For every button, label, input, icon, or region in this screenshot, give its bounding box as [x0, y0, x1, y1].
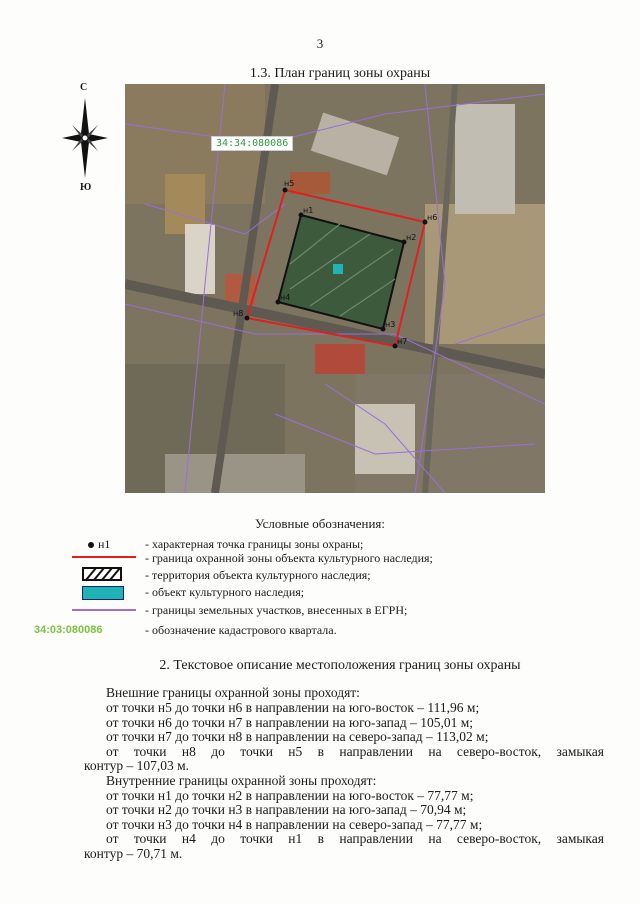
point-label-n1: н1	[303, 206, 314, 215]
point-label-n6: н6	[427, 213, 438, 222]
legend-item-territory: - территория объекта культурного наследия;	[145, 568, 371, 582]
page-number: 3	[316, 36, 324, 51]
outer-line-1: от точки н5 до точки н6 в направлении на юго-восток – 111,96 м;	[106, 700, 480, 715]
inner-heading: Внутренние границы охранной зоны проходят:	[106, 773, 377, 788]
point-label-n7: н7	[397, 337, 408, 346]
outer-line-3: от точки н7 до точки н8 в направлении на северо-запад – 113,02 м;	[106, 729, 489, 744]
point-label-n3: н3	[385, 320, 396, 329]
legend-item-object: - объект культурного наследия;	[145, 585, 305, 599]
legend-object-symbol	[70, 584, 140, 600]
inner-line-4-end: контур – 70,71 м.	[84, 846, 183, 861]
map-title: 1.3. План границ зоны охраны	[249, 66, 431, 81]
inner-line-1: от точки н1 до точки н2 в направлении на юго-восток – 77,77 м;	[106, 788, 474, 803]
site-plan-map	[125, 84, 545, 493]
compass-star-icon	[62, 98, 108, 178]
heritage-object-marker	[333, 264, 343, 274]
legend-parcel-line-symbol	[70, 603, 140, 619]
legend-zone-line-symbol	[70, 550, 140, 566]
outer-line-4: от точки н8 до точки н5 в направлении на северо-восток, замыкая	[106, 744, 604, 759]
point-dot-icon	[88, 542, 94, 548]
point-label-n5: н5	[284, 179, 295, 188]
inner-line-4: от точки н4 до точки н1 в направлении на северо-восток, замыкая	[106, 831, 604, 846]
point-label-n8: н8	[233, 309, 244, 318]
legend-item-zone: - граница охранной зоны объекта культурного наследия;	[145, 551, 433, 565]
compass-south-label: Ю	[80, 182, 92, 193]
outer-line-2: от точки н6 до точки н7 в направлении на юго-запад – 105,01 м;	[106, 715, 474, 730]
legend-item-point: - характерная точка границы зоны охраны;	[145, 537, 364, 551]
legend-title: Условные обозначения:	[254, 516, 386, 531]
map-image	[125, 84, 545, 493]
section-title: 2. Текстовое описание местоположения границ зоны охраны	[159, 658, 521, 673]
cadastral-quarter-label: 34:34:080086	[211, 136, 293, 151]
outer-line-4-end: контур – 107,03 м.	[84, 758, 189, 773]
compass-rose	[62, 82, 108, 194]
inner-line-3: от точки н3 до точки н4 в направлении на северо-запад – 77,77 м;	[106, 817, 483, 832]
legend-cadastral-sample: 34:03:080086	[34, 624, 103, 636]
legend-item-parcels: - границы земельных участков, внесенных в ЕГРН;	[145, 603, 408, 617]
legend-item-cadastral: - обозначение кадастрового квартала.	[145, 623, 337, 637]
inner-line-2: от точки н2 до точки н3 в направлении на юго-запад – 70,94 м;	[106, 802, 467, 817]
outer-heading: Внешние границы охранной зоны проходят:	[106, 685, 360, 700]
legend-point-label: н1	[98, 537, 111, 551]
point-label-n4: н4	[280, 293, 291, 302]
legend-territory-symbol	[70, 566, 140, 582]
compass-north-label: С	[80, 82, 88, 93]
point-label-n2: н2	[406, 233, 417, 242]
